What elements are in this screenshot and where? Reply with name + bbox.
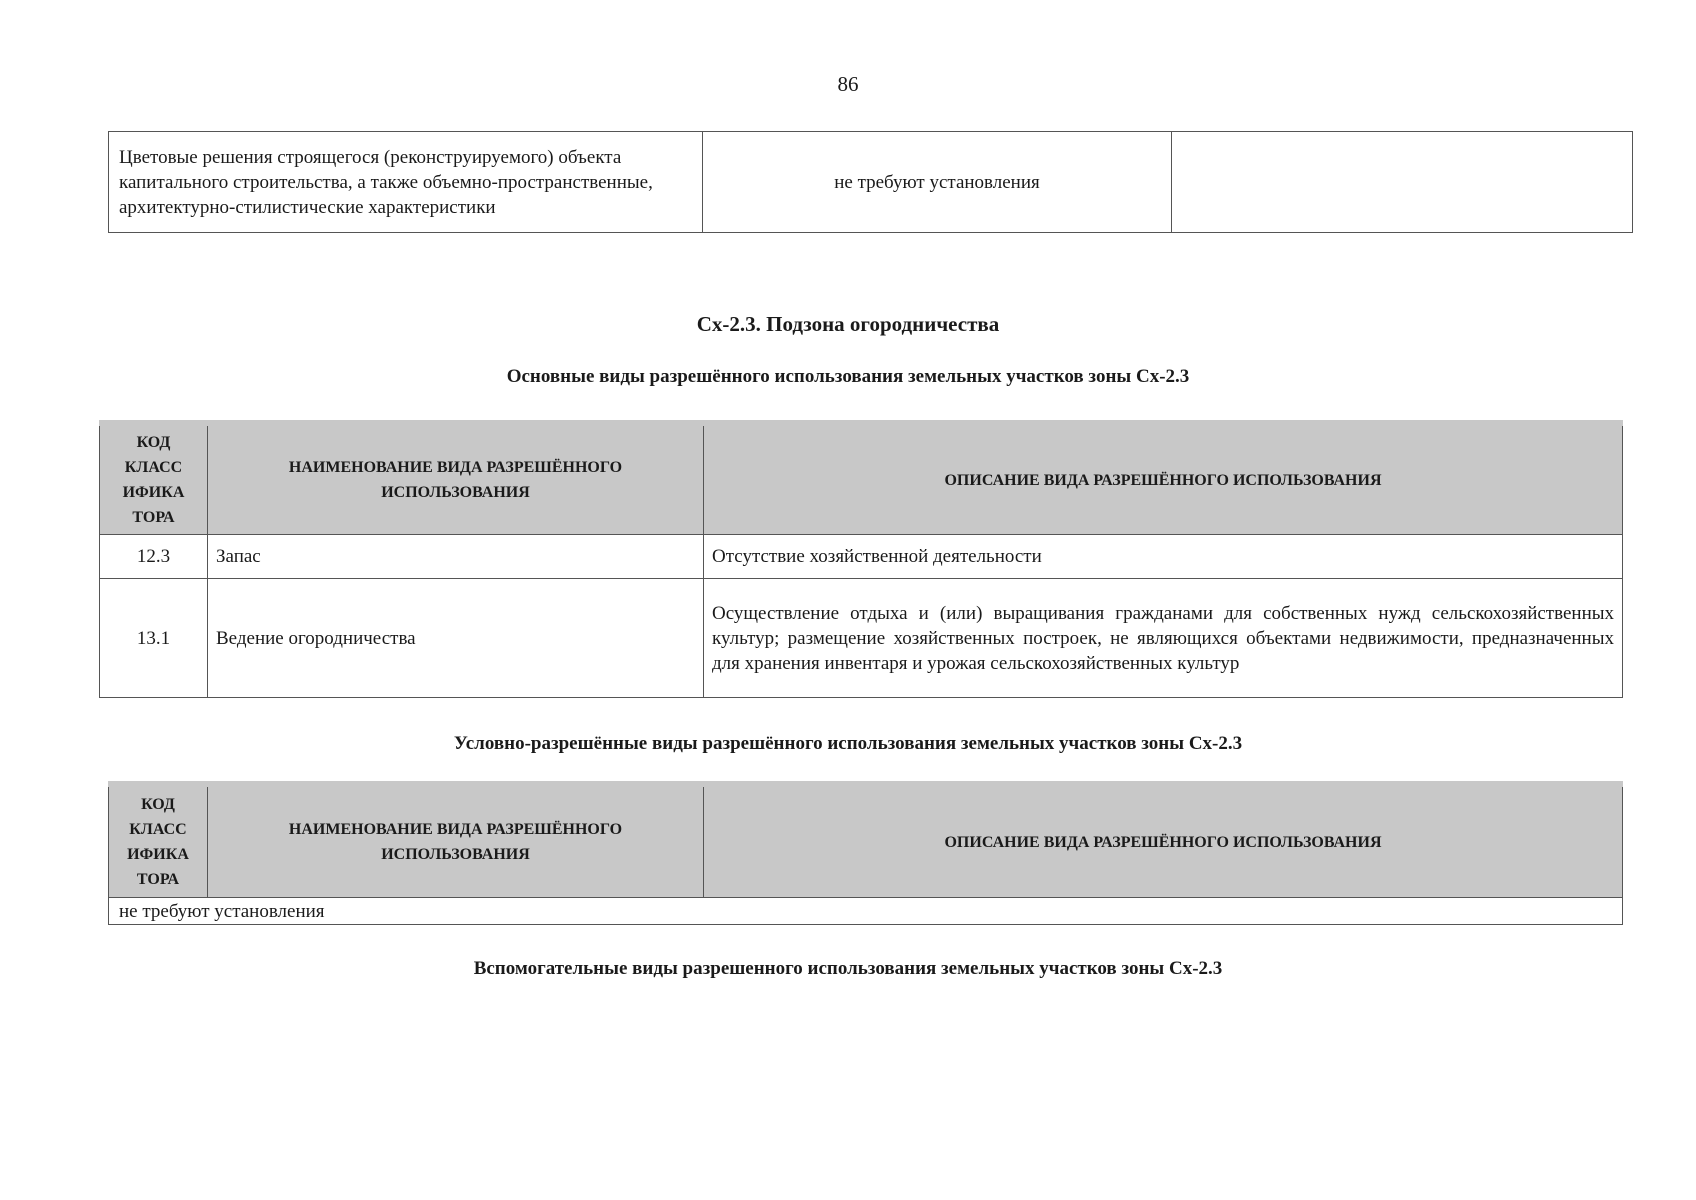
table-row <box>109 898 1623 925</box>
conditional-uses-table <box>108 781 1623 925</box>
parameter-cell: Цветовые решения строящегося (реконструируемого) объекта капитального строительства, а также объемно-пространственные, архитектурно-стилистические характеристики <box>109 132 703 233</box>
name-cell: Запас <box>208 535 704 579</box>
empty-row-cell: не требуют установления <box>109 898 1623 925</box>
header-name: НАИМЕНОВАНИЕ ВИДА РАЗРЕШЁННОГО ИСПОЛЬЗОВАНИЯ <box>208 784 704 898</box>
code-cell: 12.3 <box>100 535 208 579</box>
header-code: КОД КЛАСС ИФИКА ТОРА <box>109 784 208 898</box>
main-uses-title: Основные виды разрешённого использования земельных участков зоны Сх-2.3 <box>506 366 1190 387</box>
table-row <box>109 132 1633 233</box>
header-description: ОПИСАНИЕ ВИДА РАЗРЕШЁННОГО ИСПОЛЬЗОВАНИЯ <box>704 423 1623 535</box>
zone-title: Сх-2.3. Подзона огородничества <box>696 312 1000 336</box>
previous-parameters-table <box>108 131 1633 233</box>
page-number: 86 <box>837 72 859 96</box>
conditional-uses-title: Условно-разрешённые виды разрешённого использования земельных участков зоны Сх-2.3 <box>453 733 1243 754</box>
code-cell: 13.1 <box>100 579 208 698</box>
note-cell <box>1172 132 1633 233</box>
table-row <box>100 579 1623 698</box>
table-header-row <box>109 784 1623 898</box>
header-description: ОПИСАНИЕ ВИДА РАЗРЕШЁННОГО ИСПОЛЬЗОВАНИЯ <box>704 784 1623 898</box>
header-code: КОД КЛАСС ИФИКА ТОРА <box>100 423 208 535</box>
table-header-row <box>100 423 1623 535</box>
description-cell: Отсутствие хозяйственной деятельности <box>704 535 1623 579</box>
table-row <box>100 535 1623 579</box>
value-cell: не требуют установления <box>703 132 1172 233</box>
auxiliary-uses-title: Вспомогательные виды разрешенного использования земельных участков зоны Сх-2.3 <box>473 958 1223 979</box>
header-name: НАИМЕНОВАНИЕ ВИДА РАЗРЕШЁННОГО ИСПОЛЬЗОВАНИЯ <box>208 423 704 535</box>
main-uses-table <box>99 420 1623 698</box>
name-cell: Ведение огородничества <box>208 579 704 698</box>
description-cell: Осуществление отдыха и (или) выращивания гражданами для собственных нужд сельскохозяйственных культур; размещение хозяйственных построек, не являющихся объектами недвижимости, предназначенных для хранения инвентаря и урожая сельскохозяйственных культур <box>704 579 1623 698</box>
